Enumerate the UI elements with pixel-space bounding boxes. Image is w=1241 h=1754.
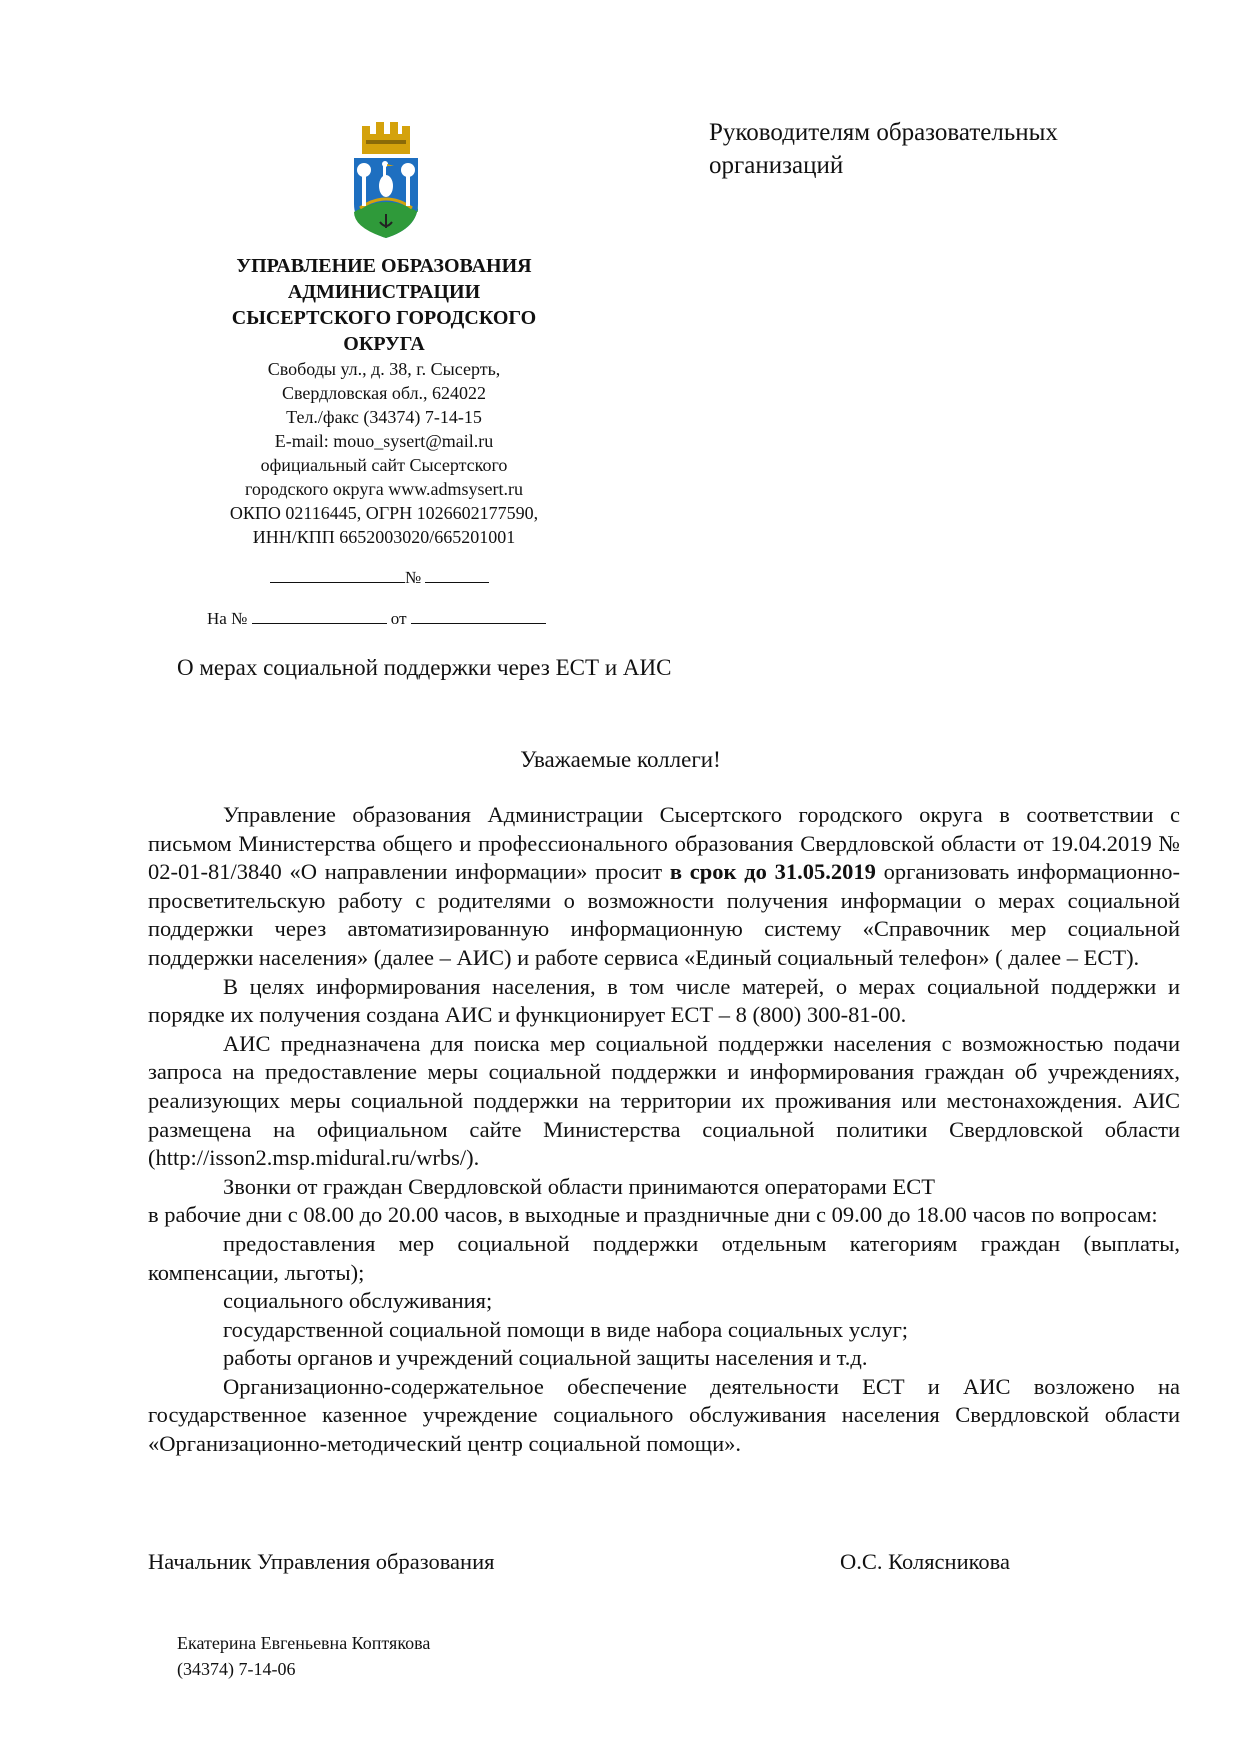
- signatory-role: Начальник Управления образования: [148, 1549, 495, 1574]
- paragraph-4-intro: Звонки от граждан Свердловской области принимаются операторами ЕСТ: [223, 1173, 935, 1199]
- reg-no-label: №: [405, 568, 422, 587]
- reply-number-blank: [252, 607, 387, 624]
- org-tax-ids: ИНН/КПП 6652003020/665201001: [252, 527, 516, 547]
- paragraph-3: АИС предназначена для поиска мер социальной поддержки населения с возможностью подачи запроса на предоставление меры социальной поддержки и информирования граждан об учреждениях, реализующих меры социальной поддержки на территории их проживания или местонахождения. АИС размещена на официальном сайте Министерства социальной политики Свердловской области (http://isson2.msp.midural.ru/wrbs/).: [148, 1030, 1180, 1171]
- org-website-2: городского округа www.admsysert.ru: [244, 479, 523, 499]
- reply-label: На №: [207, 609, 248, 628]
- outgoing-reg-line: [270, 566, 489, 588]
- paragraph-4-hours: в рабочие дни с 08.00 до 20.00 часов, в выходные и праздничные дни с 09.00 до 18.00 часов по вопросам:: [148, 1202, 1158, 1228]
- org-address: Свободы ул., д. 38, г. Сысерть,: [267, 359, 501, 379]
- org-website-1: официальный сайт Сысертского: [260, 455, 508, 475]
- executor-name: Екатерина Евгеньевна Коптякова: [177, 1633, 431, 1653]
- list-item: государственной социальной помощи в виде набора социальных услуг;: [223, 1316, 909, 1342]
- paragraph-5: Организационно-содержательное обеспечение деятельности ЕСТ и АИС возложено на государственное казенное учреждение социального обслуживания населения Свердловской области «Организационно-методический центр социальной помощи».: [148, 1373, 1180, 1457]
- list-item: социального обслуживания;: [223, 1288, 493, 1314]
- signatory-name: О.С. Колясникова: [840, 1549, 1010, 1574]
- coat-of-arms-logo: [350, 120, 422, 240]
- recipient: Руководителям образовательных организаций: [709, 119, 1058, 179]
- org-name-line: УПРАВЛЕНИЕ ОБРАЗОВАНИЯ: [236, 255, 532, 277]
- letter-subject: О мерах социальной поддержки через ЕСТ и АИС: [177, 655, 672, 680]
- letter-body: [148, 801, 1180, 1459]
- org-letterhead: [184, 253, 584, 549]
- paragraph-2: В целях информирования населения, в том числе матерей, о мерах социальной поддержки и порядке их получения создана АИС и функционирует ЕСТ – 8 (800) 300-81-00.: [148, 973, 1180, 1028]
- list-item: предоставления мер социальной поддержки отдельным категориям граждан (выплаты, компенсации, льготы);: [148, 1230, 1180, 1285]
- org-email: E-mail: mouo_sysert@mail.ru: [274, 431, 494, 451]
- org-phone: Тел./факс (34374) 7-14-15: [286, 407, 482, 427]
- org-codes: ОКПО 02116445, ОГРН 1026602177590,: [229, 503, 539, 523]
- date-blank: [270, 566, 405, 583]
- deadline: в срок до 31.05.2019: [669, 859, 876, 885]
- org-name-line: СЫСЕРТСКОГО ГОРОДСКОГО: [231, 307, 537, 329]
- executor-phone: (34374) 7-14-06: [177, 1659, 296, 1679]
- paragraph-1: Управление образования Администрации Сысертского городского округа в соответствии с письмом Министерства общего и профессионального образования Свердловской области от 19.04.2019 № 02-01-81/3840 «О направлении информации» просит в срок до 31.05.2019 организовать информационно-просветительскую работу с родителями о возможности получения информации о мерах социальной поддержки через автоматизированную информационную систему «Справочник мер социальной поддержки населения» (далее – АИС) и работе сервиса «Единый социальный телефон» ( далее – ЕСТ).: [148, 802, 1181, 970]
- executor-block: [177, 1630, 430, 1682]
- list-item: работы органов и учреждений социальной защиты населения и т.д.: [223, 1345, 868, 1371]
- from-label: от: [390, 609, 407, 628]
- org-region: Свердловская обл., 624022: [281, 383, 487, 403]
- org-name-line: ОКРУГА: [343, 333, 425, 355]
- reply-date-blank: [411, 607, 546, 624]
- org-name-line: АДМИНИСТРАЦИИ: [287, 281, 481, 303]
- greeting: Уважаемые коллеги!: [520, 747, 721, 772]
- reply-reg-line: [207, 607, 546, 629]
- number-blank: [425, 566, 489, 583]
